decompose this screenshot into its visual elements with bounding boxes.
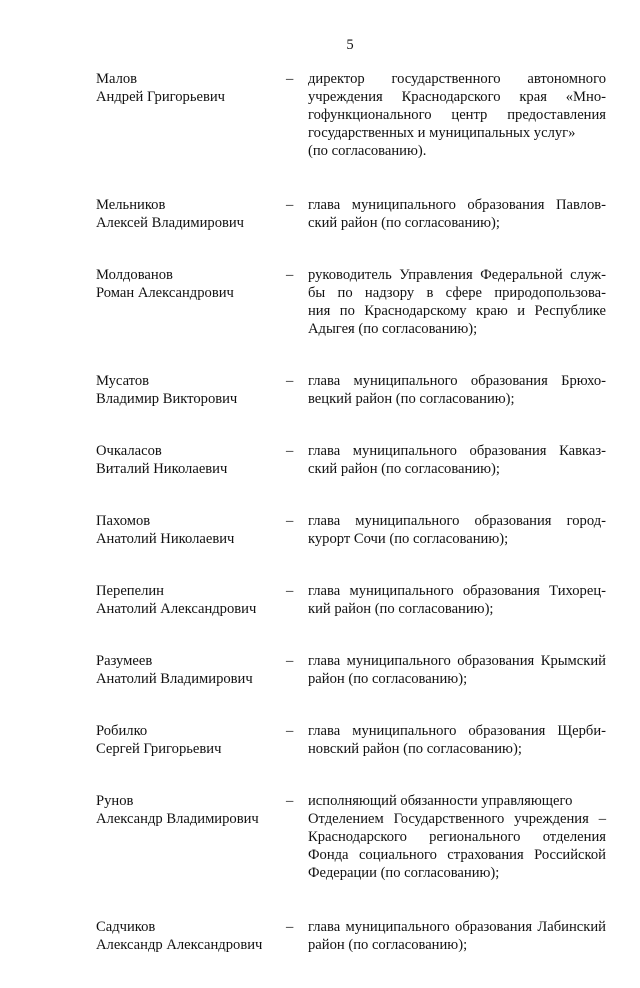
member-entry	[96, 652, 606, 688]
member-name: Роман Александрович	[96, 285, 234, 301]
member-list	[96, 70, 606, 988]
role-line: глава муниципального образования Крымский	[308, 653, 606, 669]
member-name: Анатолий Николаевич	[96, 531, 235, 547]
member-surname: Рунов	[96, 793, 134, 809]
member-person	[96, 792, 286, 882]
member-role	[308, 722, 606, 758]
member-surname: Перепелин	[96, 583, 164, 599]
member-surname: Мусатов	[96, 373, 150, 389]
member-dash: –	[286, 583, 294, 599]
member-name: Сергей Григорьевич	[96, 741, 222, 757]
role-line: гофункционального центр предоставления	[308, 107, 606, 123]
role-line: Краснодарского регионального отделения	[308, 829, 606, 845]
member-surname: Пахомов	[96, 513, 151, 529]
member-surname: Малов	[96, 71, 138, 87]
role-line: государственных и муниципальных услуг»	[308, 125, 576, 141]
role-line: исполняющий обязанности управляющего	[308, 793, 573, 809]
member-entry	[96, 792, 606, 882]
member-person	[96, 266, 286, 338]
role-line: кий район (по согласованию);	[308, 601, 494, 617]
role-line: глава муниципального образования Павлов-	[308, 197, 606, 213]
member-person	[96, 70, 286, 160]
member-person	[96, 722, 286, 758]
role-line: глава муниципального образования Кавказ-	[308, 443, 606, 459]
member-entry	[96, 372, 606, 408]
member-role	[308, 512, 606, 548]
member-dash: –	[286, 71, 294, 87]
member-surname: Мельников	[96, 197, 166, 213]
member-name: Виталий Николаевич	[96, 461, 228, 477]
page-number: 5	[346, 37, 354, 53]
role-line: Фонда социального страхования Российской	[308, 847, 606, 863]
member-name: Анатолий Владимирович	[96, 671, 253, 687]
member-person	[96, 512, 286, 548]
member-entry	[96, 196, 606, 232]
member-surname: Разумеев	[96, 653, 153, 669]
member-role	[308, 372, 606, 408]
member-surname: Очкаласов	[96, 443, 162, 459]
member-dash: –	[286, 653, 294, 669]
member-role	[308, 70, 606, 160]
member-role	[308, 442, 606, 478]
role-line: глава муниципального образования Щерби-	[308, 723, 606, 739]
member-surname: Молдованов	[96, 267, 173, 283]
member-role	[308, 918, 606, 954]
role-line: район (по согласованию);	[308, 937, 468, 953]
member-role	[308, 582, 606, 618]
role-line: ский район (по согласованию);	[308, 215, 500, 231]
role-line: глава муниципального образования Лабинский	[308, 919, 606, 935]
role-line: бы по надзору в сфере природопользова-	[308, 285, 606, 301]
member-entry	[96, 722, 606, 758]
role-line: Федерации (по согласованию);	[308, 865, 500, 881]
role-line: руководитель Управления Федеральной служ-	[308, 267, 606, 283]
member-dash: –	[286, 793, 294, 809]
member-entry	[96, 918, 606, 954]
member-role	[308, 196, 606, 232]
member-surname: Робилко	[96, 723, 148, 739]
role-line: вецкий район (по согласованию);	[308, 391, 515, 407]
member-person	[96, 918, 286, 954]
role-line: глава муниципального образования Тихорец-	[308, 583, 606, 599]
member-role	[308, 266, 606, 338]
role-line: ский район (по согласованию);	[308, 461, 500, 477]
member-person	[96, 196, 286, 232]
member-role	[308, 792, 606, 882]
member-dash: –	[286, 513, 294, 529]
role-line: ния по Краснодарскому краю и Республике	[308, 303, 606, 319]
member-entry	[96, 582, 606, 618]
role-line: Адыгея (по согласованию);	[308, 321, 478, 337]
member-dash: –	[286, 919, 294, 935]
member-entry	[96, 512, 606, 548]
member-person	[96, 652, 286, 688]
role-line: директор государственного автономного	[308, 71, 606, 87]
member-name: Александр Владимирович	[96, 811, 259, 827]
member-name: Владимир Викторович	[96, 391, 238, 407]
member-role	[308, 652, 606, 688]
member-entry	[96, 442, 606, 478]
member-name: Александр Александрович	[96, 937, 263, 953]
role-line: район (по согласованию);	[308, 671, 468, 687]
member-person	[96, 372, 286, 408]
role-line: курорт Сочи (по согласованию);	[308, 531, 509, 547]
member-entry	[96, 266, 606, 338]
member-dash: –	[286, 443, 294, 459]
member-name: Андрей Григорьевич	[96, 89, 226, 105]
role-line: глава муниципального образования Брюхо-	[308, 373, 606, 389]
role-line: учреждения Краснодарского края «Мно-	[308, 89, 606, 105]
role-line: глава муниципального образования город-	[308, 513, 606, 529]
role-line: Отделением Государственного учреждения –	[308, 811, 606, 827]
member-entry	[96, 70, 606, 160]
member-person	[96, 582, 286, 618]
member-name: Алексей Владимирович	[96, 215, 245, 231]
member-dash: –	[286, 373, 294, 389]
member-person	[96, 442, 286, 478]
role-line: (по согласованию).	[308, 143, 427, 159]
member-name: Анатолий Александрович	[96, 601, 257, 617]
member-dash: –	[286, 197, 294, 213]
member-dash: –	[286, 267, 294, 283]
role-line: новский район (по согласованию);	[308, 741, 522, 757]
member-surname: Садчиков	[96, 919, 156, 935]
member-dash: –	[286, 723, 294, 739]
